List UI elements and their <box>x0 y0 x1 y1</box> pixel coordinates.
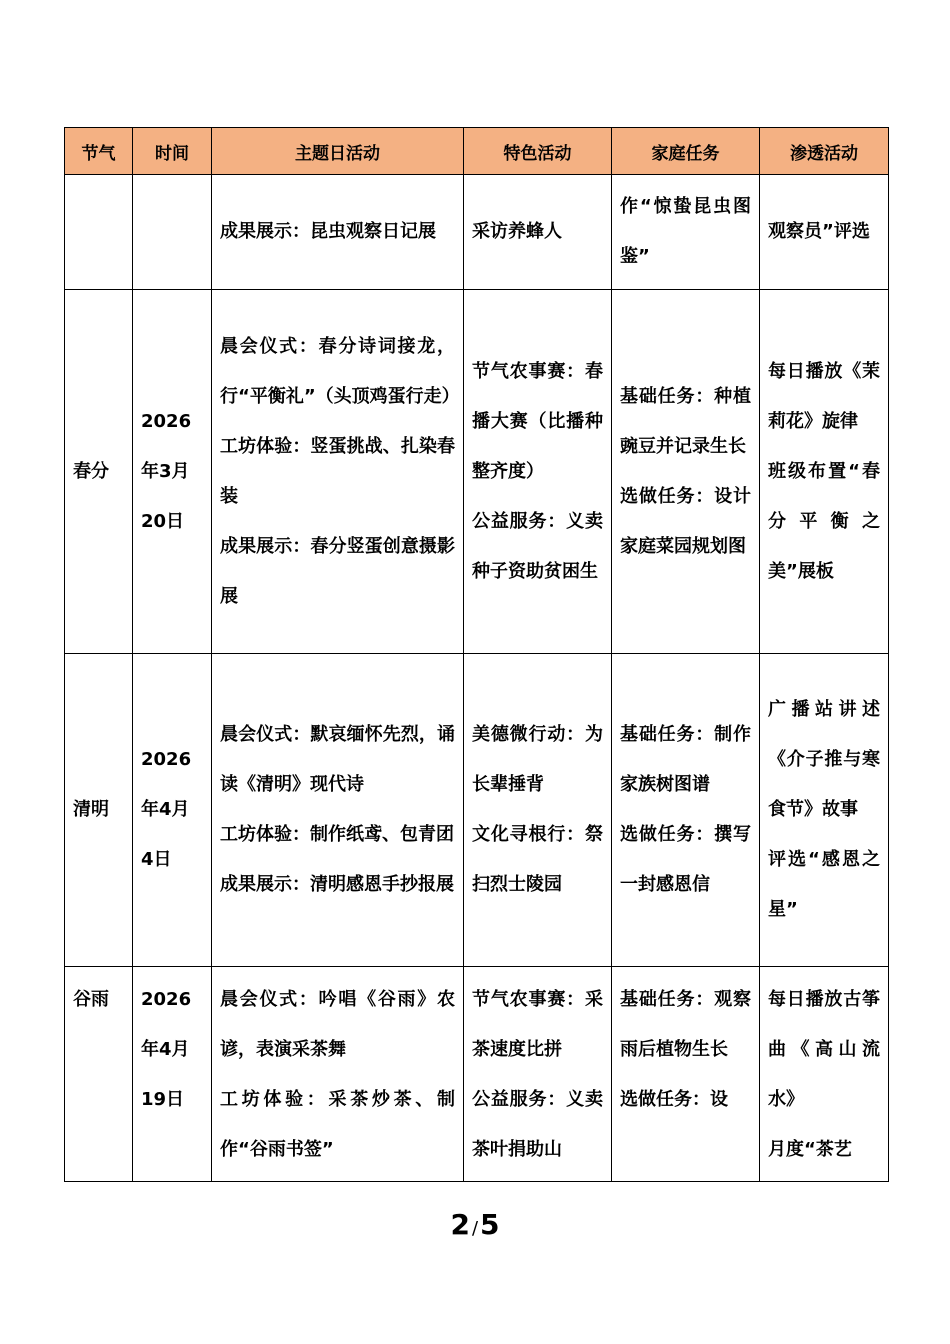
infiltration-cell <box>760 175 889 290</box>
special-line: 文化寻根行：祭扫烈士陵园 <box>472 824 603 895</box>
infiltration-line: 评选“感恩之星” <box>768 849 880 920</box>
jieqi-cell: 春分 <box>65 290 133 654</box>
page-current: 2 <box>450 1208 470 1241</box>
page-separator: / <box>471 1218 479 1239</box>
special-line: 采访养蜂人 <box>472 221 562 242</box>
date-day: 19日 <box>141 1089 185 1110</box>
family-cell <box>612 175 760 290</box>
infiltration-line: 月度“茶艺 <box>768 1139 852 1160</box>
table-row <box>65 290 889 654</box>
date-cell <box>133 290 212 654</box>
date-year: 2026 <box>141 410 192 432</box>
jieqi-cell: 清明 <box>65 654 133 967</box>
theme-line: 成果展示：清明感恩手抄报展 <box>220 874 454 895</box>
table-row <box>65 967 889 1182</box>
date-cell <box>133 654 212 967</box>
infiltration-cell <box>760 290 889 654</box>
table-row <box>65 175 889 290</box>
special-line: 公益服务：义卖种子资助贫困生 <box>472 510 603 582</box>
family-cell <box>612 654 760 967</box>
family-cell <box>612 967 760 1182</box>
date-day: 4日 <box>141 849 172 870</box>
header-jieqi: 节气 <box>65 128 133 175</box>
infiltration-line: 广播站讲述《介子推与寒食节》故事 <box>768 699 880 820</box>
special-line: 节气农事赛：春播大赛（比播种整齐度） <box>472 360 603 482</box>
family-line: 选做任务：设计家庭菜园规划图 <box>620 485 751 557</box>
infiltration-line: 观察员”评选 <box>768 221 870 242</box>
header-time: 时间 <box>133 128 212 175</box>
schedule-table <box>64 127 889 1182</box>
date-year: 2026 <box>141 749 192 770</box>
family-line: 基础任务：种植豌豆并记录生长 <box>620 385 751 457</box>
theme-line: 晨会仪式：吟唱《谷雨》农谚，表演采茶舞 <box>220 989 455 1060</box>
theme-line: 成果展示：春分竖蛋创意摄影展 <box>220 535 455 607</box>
theme-cell <box>212 175 464 290</box>
theme-cell <box>212 290 464 654</box>
header-special-activity: 特色活动 <box>464 128 612 175</box>
theme-line: 成果展示：昆虫观察日记展 <box>220 221 436 242</box>
theme-line: 工坊体验：竖蛋挑战、扎染春装 <box>220 435 455 507</box>
page-total: 5 <box>480 1208 500 1241</box>
theme-line: 晨会仪式：默哀缅怀先烈，诵读《清明》现代诗 <box>220 724 455 795</box>
date-cell <box>133 967 212 1182</box>
theme-cell <box>212 967 464 1182</box>
infiltration-line: 每日播放《茉莉花》旋律 <box>768 360 880 432</box>
special-cell <box>464 967 612 1182</box>
special-line: 节气农事赛：采茶速度比拼 <box>472 989 603 1060</box>
jieqi-cell: 谷雨 <box>65 967 133 1182</box>
family-line: 选做任务：撰写一封感恩信 <box>620 824 751 895</box>
family-line: 选做任务：设 <box>620 1089 728 1110</box>
special-cell <box>464 654 612 967</box>
special-cell <box>464 175 612 290</box>
page-number <box>0 1208 950 1241</box>
family-line: 基础任务：观察雨后植物生长 <box>620 989 751 1060</box>
infiltration-line: 班级布置“春分平衡之美”展板 <box>768 460 880 582</box>
date-month: 年4月 <box>141 1039 190 1060</box>
date-month: 年3月 <box>141 460 190 482</box>
infiltration-cell <box>760 654 889 967</box>
date-cell <box>133 175 212 290</box>
special-line: 美德微行动：为长辈捶背 <box>472 724 603 795</box>
header-row <box>65 128 889 175</box>
special-cell <box>464 290 612 654</box>
family-line: 基础任务：制作家族树图谱 <box>620 724 751 795</box>
date-day: 20日 <box>141 510 185 532</box>
header-infiltration-activity: 渗透活动 <box>760 128 889 175</box>
theme-line: 工坊体验：制作纸鸢、包青团 <box>220 824 454 845</box>
header-family-task: 家庭任务 <box>612 128 760 175</box>
family-line: 作“惊蛰昆虫图鉴” <box>620 196 751 267</box>
jieqi-cell <box>65 175 133 290</box>
special-line: 公益服务：义卖茶叶捐助山 <box>472 1089 603 1160</box>
theme-line: 工坊体验：采茶炒茶、制作“谷雨书签” <box>220 1089 455 1160</box>
date-year: 2026 <box>141 989 192 1010</box>
table-row <box>65 654 889 967</box>
theme-cell <box>212 654 464 967</box>
infiltration-cell <box>760 967 889 1182</box>
date-month: 年4月 <box>141 799 190 820</box>
family-cell <box>612 290 760 654</box>
header-theme-activity: 主题日活动 <box>212 128 464 175</box>
theme-line: 晨会仪式：春分诗词接龙，行“平衡礼”（头顶鸡蛋行走） <box>220 335 460 407</box>
infiltration-line: 每日播放古筝曲《高山流水》 <box>768 989 880 1110</box>
